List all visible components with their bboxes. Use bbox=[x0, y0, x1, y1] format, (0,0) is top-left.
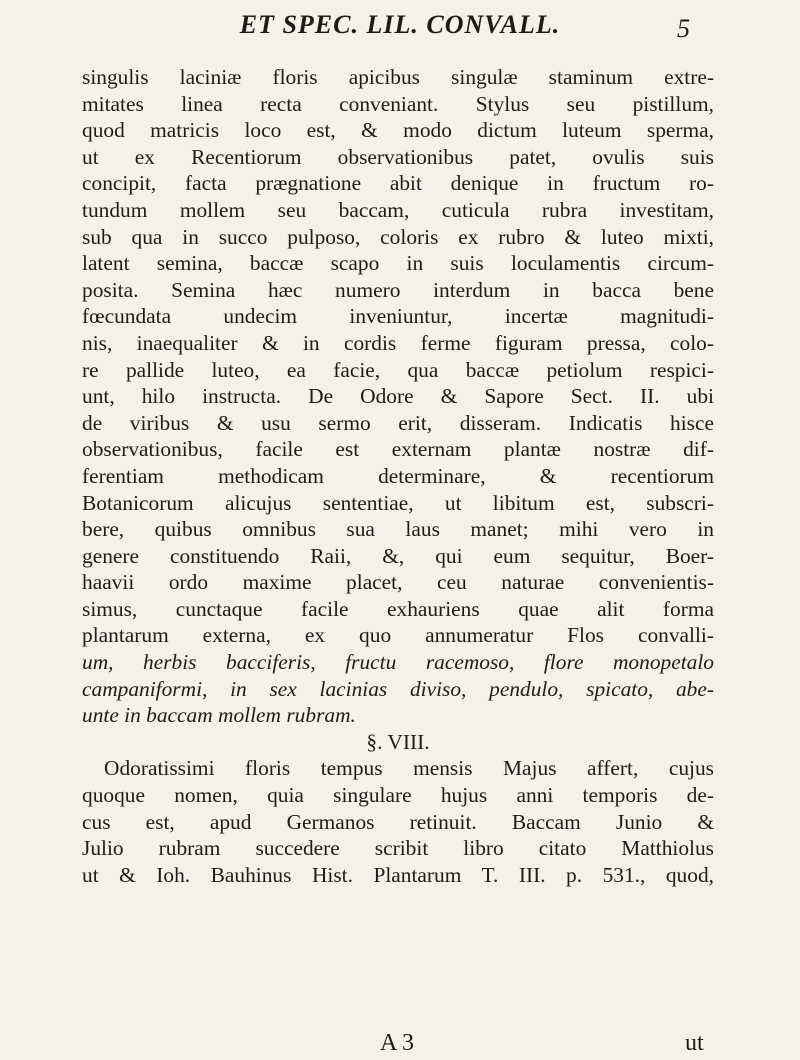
signature-mark: A 3 bbox=[380, 1030, 415, 1056]
text-line-23: um, herbis bacciferis, fructu racemoso, flore monopetalo bbox=[82, 650, 714, 675]
text-line-14: de viribus & usu sermo erit, disseram. Indicatis hisce bbox=[82, 410, 714, 435]
text-line-11: nis, inaequaliter & in cordis ferme figuram pressa, colo- bbox=[82, 330, 714, 355]
text-line-22: plantarum externa, ex quo annumeratur Flos convalli- bbox=[82, 623, 714, 648]
running-title: ET SPEC. LIL. CONVALL. bbox=[239, 10, 561, 39]
body-text bbox=[82, 64, 714, 888]
text-line-25: unte in baccam mollem rubram. bbox=[82, 703, 356, 728]
text-line-13: unt, hilo instructa. De Odore & Sapore Sect. II. ubi bbox=[82, 384, 714, 409]
text-line-28: quoque nomen, quia singulare hujus anni temporis de- bbox=[82, 783, 714, 808]
page-footer bbox=[0, 1030, 800, 1060]
text-line-18: bere, quibus omnibus sua laus manet; mihi vero in bbox=[82, 517, 714, 542]
text-line-17: Botanicorum alicujus sententiae, ut libitum est, subscri- bbox=[82, 490, 714, 515]
text-line-4: ut ex Recentiorum observationibus patet, ovulis suis bbox=[82, 144, 714, 169]
text-line-30: Julio rubram succedere scribit libro citato Matthiolus bbox=[82, 836, 714, 861]
text-line-10: fœcundata undecim inveniuntur, incertæ magnitudi- bbox=[82, 304, 714, 329]
text-line-12: re pallide luteo, ea facie, qua baccæ petiolum respici- bbox=[82, 357, 714, 382]
text-line-1: singulis laciniæ floris apicibus singulæ staminum extre- bbox=[82, 65, 714, 89]
text-line-15: observationibus, facile est externam plantæ nostræ dif- bbox=[82, 437, 714, 462]
text-line-3: quod matricis loco est, & modo dictum luteum sperma, bbox=[82, 118, 714, 143]
text-line-8: latent semina, baccæ scapo in suis loculamentis circum- bbox=[82, 251, 714, 276]
text-line-9: posita. Semina hæc numero interdum in bacca bene bbox=[82, 277, 714, 302]
text-line-24: campaniformi, in sex lacinias diviso, pendulo, spicato, abe- bbox=[82, 676, 714, 701]
section-heading: §. VIII. bbox=[366, 729, 430, 754]
text-line-6: tundum mollem seu baccam, cuticula rubra investitam, bbox=[82, 197, 714, 222]
text-line-21: simus, cunctaque facile exhauriens quae alit forma bbox=[82, 596, 714, 621]
text-line-29: cus est, apud Germanos retinuit. Baccam Junio & bbox=[82, 809, 714, 834]
catchword: ut bbox=[685, 1030, 704, 1056]
text-line-31: ut & Ioh. Bauhinus Hist. Plantarum T. III. p. 531., quod, bbox=[82, 862, 714, 887]
text-line-20: haavii ordo maxime placet, ceu naturae convenientis- bbox=[82, 570, 714, 595]
text-line-2: mitates linea recta conveniant. Stylus seu pistillum, bbox=[82, 91, 714, 116]
page-number: 5 bbox=[677, 14, 690, 43]
text-line-27: Odoratissimi floris tempus mensis Majus affert, cujus bbox=[104, 756, 714, 781]
text-line-5: concipit, facta prægnatione abit denique in fructum ro- bbox=[82, 171, 714, 196]
text-line-16: ferentiam methodicam determinare, & recentiorum bbox=[82, 463, 714, 488]
text-line-7: sub qua in succo pulposo, coloris ex rubro & luteo mixti, bbox=[82, 224, 714, 249]
text-line-19: genere constituendo Raii, &, qui eum sequitur, Boer- bbox=[82, 543, 714, 568]
